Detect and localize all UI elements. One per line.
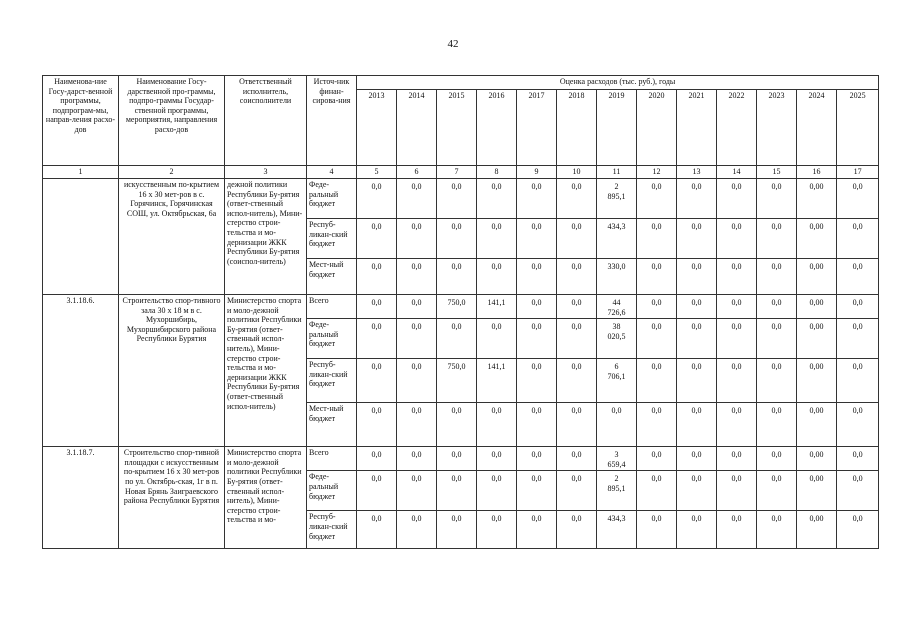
- expense-value: 0,0: [637, 179, 677, 219]
- expense-value: 0,0: [837, 295, 879, 319]
- expense-value: 0,0: [437, 319, 477, 359]
- expense-value: 0,0: [837, 319, 879, 359]
- header-estimate: Оценка расходов (тыс. руб.), годы: [357, 76, 879, 90]
- expense-value: 0,0: [717, 359, 757, 403]
- expense-value: 0,0: [437, 259, 477, 295]
- expense-value: 0,0: [357, 295, 397, 319]
- expense-value: 0,0: [397, 219, 437, 259]
- expense-value: 0,0: [557, 471, 597, 511]
- expense-value: 6 706,1: [597, 359, 637, 403]
- expense-value: 0,0: [517, 511, 557, 549]
- expense-value: 0,00: [797, 447, 837, 471]
- expense-value: 0,0: [517, 403, 557, 447]
- expense-value: 0,0: [717, 319, 757, 359]
- expense-value: 0,00: [797, 319, 837, 359]
- expense-value: 0,0: [757, 319, 797, 359]
- expense-value: 0,0: [437, 219, 477, 259]
- expense-value: 0,0: [637, 511, 677, 549]
- expense-value: 0,0: [517, 259, 557, 295]
- expense-value: 0,0: [477, 471, 517, 511]
- expense-value: 0,0: [677, 295, 717, 319]
- expense-value: 0,00: [797, 295, 837, 319]
- column-number: 10: [557, 166, 597, 179]
- expense-value: 750,0: [437, 295, 477, 319]
- expense-value: 0,0: [357, 179, 397, 219]
- expense-value: 0,0: [517, 219, 557, 259]
- expense-value: 0,0: [677, 447, 717, 471]
- expense-value: 0,0: [397, 259, 437, 295]
- expense-value: 0,0: [397, 179, 437, 219]
- expense-value: 330,0: [597, 259, 637, 295]
- expense-value: 0,0: [517, 447, 557, 471]
- expense-value: 0,0: [597, 403, 637, 447]
- column-number: 12: [637, 166, 677, 179]
- column-number: 1: [43, 166, 119, 179]
- expense-value: 0,0: [757, 511, 797, 549]
- header-executor: Ответственный исполнитель, соисполнители: [225, 76, 307, 166]
- column-number: 8: [477, 166, 517, 179]
- expense-value: 0,0: [437, 179, 477, 219]
- expense-value: 38 020,5: [597, 319, 637, 359]
- expense-value: 0,0: [517, 295, 557, 319]
- expense-value: 0,0: [357, 219, 397, 259]
- header-program: Наименова-ние Госу-дарст-венной программы, подпрограм-мы, направ-ления расхо-дов: [43, 76, 119, 166]
- expense-value: 2 895,1: [597, 179, 637, 219]
- expense-value: 0,0: [637, 295, 677, 319]
- table-row: [43, 179, 879, 219]
- expense-value: 0,0: [557, 359, 597, 403]
- expense-value: 0,0: [717, 259, 757, 295]
- year-header: 2020: [637, 90, 677, 166]
- header-source: Источ-ник финан-сирова-ния: [307, 76, 357, 166]
- expense-table: [42, 75, 879, 549]
- expense-value: 3 659,4: [597, 447, 637, 471]
- expense-value: 0,0: [397, 511, 437, 549]
- expense-value: 0,0: [477, 511, 517, 549]
- expense-value: 0,0: [437, 403, 477, 447]
- column-number: 9: [517, 166, 557, 179]
- expense-value: 0,0: [637, 403, 677, 447]
- year-header: 2025: [837, 90, 879, 166]
- measure-name: Строительство спор-тивного зала 30 х 18 м в с. Мухоршибирь, Мухоршибирского района Республики Бурятия: [119, 295, 225, 447]
- measure-code: [43, 179, 119, 295]
- expense-value: 0,0: [557, 295, 597, 319]
- expense-value: 0,0: [637, 471, 677, 511]
- expense-value: 141,1: [477, 359, 517, 403]
- year-header: 2016: [477, 90, 517, 166]
- year-header: 2021: [677, 90, 717, 166]
- expense-value: 0,0: [717, 219, 757, 259]
- year-header: 2023: [757, 90, 797, 166]
- expense-value: 434,3: [597, 511, 637, 549]
- column-number: 4: [307, 166, 357, 179]
- expense-value: 0,0: [757, 359, 797, 403]
- expense-value: 0,0: [557, 259, 597, 295]
- expense-value: 0,0: [837, 359, 879, 403]
- expense-value: 0,0: [477, 259, 517, 295]
- table-row: [43, 295, 879, 319]
- expense-value: 0,00: [797, 219, 837, 259]
- year-header: 2013: [357, 90, 397, 166]
- expense-value: 0,0: [437, 511, 477, 549]
- expense-value: 0,0: [717, 471, 757, 511]
- expense-value: 0,0: [837, 447, 879, 471]
- expense-value: 0,0: [717, 447, 757, 471]
- measure-code: 3.1.18.7.: [43, 447, 119, 549]
- expense-value: 0,0: [677, 359, 717, 403]
- expense-value: 0,0: [357, 447, 397, 471]
- column-number: 14: [717, 166, 757, 179]
- expense-value: 0,0: [477, 219, 517, 259]
- expense-value: 0,00: [797, 511, 837, 549]
- year-header: 2022: [717, 90, 757, 166]
- expense-value: 2 895,1: [597, 471, 637, 511]
- expense-value: 0,00: [797, 179, 837, 219]
- expense-value: 0,0: [517, 319, 557, 359]
- expense-value: 0,0: [717, 179, 757, 219]
- expense-value: 0,0: [517, 471, 557, 511]
- expense-value: 0,0: [437, 471, 477, 511]
- expense-value: 0,0: [397, 295, 437, 319]
- funding-source: Респуб-ликан-ский бюджет: [307, 219, 357, 259]
- year-header: 2015: [437, 90, 477, 166]
- expense-value: 0,0: [677, 511, 717, 549]
- expense-value: 0,0: [677, 259, 717, 295]
- expense-value: 0,0: [717, 403, 757, 447]
- column-number: 5: [357, 166, 397, 179]
- responsible-executor: Министерство спорта и моло-дежной политики Республики Бу-рятия (ответ-ственный испол-нитель), Мини-стерство строи-тельства и мо-: [225, 447, 307, 549]
- expense-value: 0,0: [837, 219, 879, 259]
- expense-value: 0,0: [357, 319, 397, 359]
- expense-value: 0,00: [797, 359, 837, 403]
- expense-value: 0,0: [557, 179, 597, 219]
- expense-value: 0,0: [637, 319, 677, 359]
- year-header: 2018: [557, 90, 597, 166]
- expense-value: 0,0: [677, 403, 717, 447]
- expense-value: 0,0: [397, 447, 437, 471]
- expense-value: 0,0: [357, 359, 397, 403]
- year-header: 2024: [797, 90, 837, 166]
- expense-value: 0,0: [557, 447, 597, 471]
- expense-value: 0,0: [757, 471, 797, 511]
- column-number: 3: [225, 166, 307, 179]
- year-header: 2017: [517, 90, 557, 166]
- year-header: 2019: [597, 90, 637, 166]
- expense-value: 0,0: [757, 447, 797, 471]
- column-number: 16: [797, 166, 837, 179]
- expense-value: 0,0: [557, 219, 597, 259]
- funding-source: Респуб-ликан-ский бюджет: [307, 359, 357, 403]
- funding-source: Мест-ный бюджет: [307, 259, 357, 295]
- expense-value: 0,0: [557, 403, 597, 447]
- expense-value: 0,0: [637, 219, 677, 259]
- expense-value: 0,0: [757, 179, 797, 219]
- expense-value: 0,0: [517, 359, 557, 403]
- column-number: 11: [597, 166, 637, 179]
- responsible-executor: дежной политики Республики Бу-рятия (ответ-ственный испол-нитель), Мини-стерство строи-тельства и мо-дернизации ЖКК Республики Бу-рятия (соиспол-нитель): [225, 179, 307, 295]
- expense-value: 0,00: [797, 471, 837, 511]
- page-number: 42: [447, 38, 459, 50]
- expense-value: 0,0: [477, 319, 517, 359]
- expense-value: 0,0: [757, 219, 797, 259]
- expense-value: 0,00: [797, 259, 837, 295]
- column-number: 2: [119, 166, 225, 179]
- responsible-executor: Министерство спорта и моло-дежной политики Республики Бу-рятия (ответ-ственный испол-нитель), Мини-стерство строи-тельства и мо-дернизации ЖКК Республики Бу-рятия (ответ-ственный испол-нитель): [225, 295, 307, 447]
- column-number: 13: [677, 166, 717, 179]
- expense-value: 0,0: [677, 471, 717, 511]
- expense-value: 0,0: [477, 403, 517, 447]
- expense-value: 0,0: [757, 403, 797, 447]
- expense-value: 0,0: [357, 403, 397, 447]
- expense-value: 0,0: [397, 403, 437, 447]
- expense-value: 0,0: [637, 359, 677, 403]
- funding-source: Мест-ный бюджет: [307, 403, 357, 447]
- expense-value: 0,0: [557, 511, 597, 549]
- expense-value: 0,0: [477, 447, 517, 471]
- expense-value: 0,0: [837, 259, 879, 295]
- funding-source: Феде-ральный бюджет: [307, 179, 357, 219]
- expense-value: 0,0: [357, 511, 397, 549]
- expense-value: 0,0: [837, 511, 879, 549]
- expense-value: 141,1: [477, 295, 517, 319]
- expense-value: 0,0: [357, 471, 397, 511]
- funding-source: Феде-ральный бюджет: [307, 319, 357, 359]
- table-row: [43, 447, 879, 471]
- header-measure: Наименование Госу-дарственной про-граммы, подпро-граммы Государ-ственной программы, мероприятия, направления расхо-дов: [119, 76, 225, 166]
- expense-value: 0,0: [757, 259, 797, 295]
- measure-code: 3.1.18.6.: [43, 295, 119, 447]
- measure-name: Строительство спор-тивной площадки с искусственным по-крытием 16 х 30 мет-ров по ул. Октябрь-ская, 1г в п. Новая Брянь Заиграевского района Республики Бурятия: [119, 447, 225, 549]
- measure-name: искусственным по-крытием 16 х 30 мет-ров в с. Горячинск, Горячинская СОШ, ул. Октябрьская, 6а: [119, 179, 225, 295]
- column-number: 7: [437, 166, 477, 179]
- expense-value: 0,0: [477, 179, 517, 219]
- funding-source: Всего: [307, 447, 357, 471]
- expense-value: 0,0: [757, 295, 797, 319]
- expense-value: 0,0: [637, 259, 677, 295]
- expense-value: 0,0: [677, 319, 717, 359]
- expense-value: 750,0: [437, 359, 477, 403]
- expense-value: 0,00: [797, 403, 837, 447]
- column-number: 17: [837, 166, 879, 179]
- expense-value: 0,0: [717, 295, 757, 319]
- funding-source: Респуб-ликан-ский бюджет: [307, 511, 357, 549]
- expense-value: 0,0: [677, 179, 717, 219]
- expense-value: 44 726,6: [597, 295, 637, 319]
- expense-value: 0,0: [397, 471, 437, 511]
- funding-source: Всего: [307, 295, 357, 319]
- expense-value: 0,0: [557, 319, 597, 359]
- expense-value: 0,0: [837, 179, 879, 219]
- expense-value: 0,0: [517, 179, 557, 219]
- expense-value: 0,0: [397, 359, 437, 403]
- column-number: 6: [397, 166, 437, 179]
- expense-value: 434,3: [597, 219, 637, 259]
- year-header: 2014: [397, 90, 437, 166]
- expense-value: 0,0: [837, 403, 879, 447]
- expense-value: 0,0: [837, 471, 879, 511]
- expense-value: 0,0: [437, 447, 477, 471]
- expense-value: 0,0: [357, 259, 397, 295]
- funding-source: Феде-ральный бюджет: [307, 471, 357, 511]
- expense-value: 0,0: [677, 219, 717, 259]
- expense-value: 0,0: [397, 319, 437, 359]
- column-number: 15: [757, 166, 797, 179]
- expense-value: 0,0: [637, 447, 677, 471]
- expense-value: 0,0: [717, 511, 757, 549]
